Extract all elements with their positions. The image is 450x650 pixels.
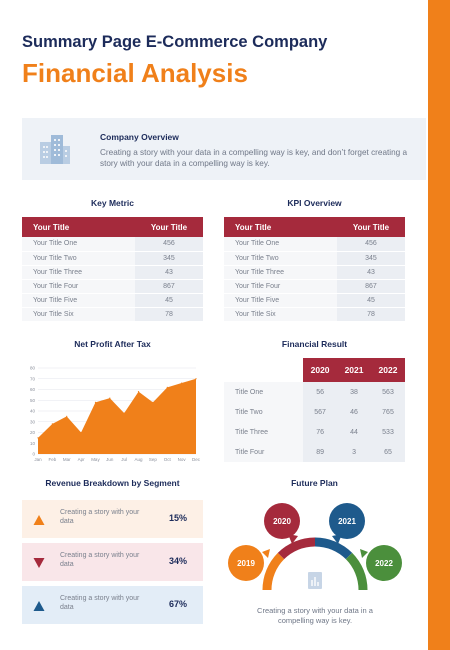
table-cell: 765 xyxy=(371,402,405,422)
table-cell: 567 xyxy=(303,402,337,422)
table-row xyxy=(22,293,203,307)
arc-segment xyxy=(349,556,363,590)
table-cell: 345 xyxy=(135,251,203,265)
table-cell: 345 xyxy=(337,251,405,265)
x-tick-label: Apr xyxy=(77,457,85,462)
financial-result-title: Financial Result xyxy=(281,339,348,349)
key-metric-title: Key Metric xyxy=(91,198,134,208)
x-tick-label: Sep xyxy=(148,457,157,462)
row-label: Title Two xyxy=(224,402,303,422)
triangle-up-icon xyxy=(33,514,45,526)
table-row xyxy=(22,307,203,321)
year-label: 2022 xyxy=(375,559,393,568)
x-tick-label: Nov xyxy=(177,457,186,462)
data-point xyxy=(109,398,110,399)
table-row xyxy=(224,251,405,265)
table-cell: 3 xyxy=(337,442,371,462)
table-row xyxy=(224,422,405,442)
segment-text: Creating a story with your data xyxy=(60,552,140,568)
table-row xyxy=(224,265,405,279)
year-bubble-2019 xyxy=(228,545,270,581)
table-cell: 43 xyxy=(337,265,405,279)
kpi-overview-title: KPI Overview xyxy=(287,198,342,208)
table-header: Your Title xyxy=(224,217,337,237)
table-cell: 76 xyxy=(303,422,337,442)
segment-item xyxy=(22,543,203,581)
data-point xyxy=(80,432,81,433)
y-tick-label: 80 xyxy=(29,365,35,371)
year-header: 2022 xyxy=(371,358,405,382)
year-bubble-2022 xyxy=(360,545,402,581)
x-tick-label: Mar xyxy=(62,457,71,462)
year-label: 2019 xyxy=(237,559,255,568)
table-row xyxy=(22,237,203,251)
segment-item xyxy=(22,500,203,538)
future-plan-graphic xyxy=(222,494,408,600)
year-bubble-2020 xyxy=(264,503,300,544)
table-cell: 45 xyxy=(135,293,203,307)
arc-segment xyxy=(267,556,281,590)
table-cell: 45 xyxy=(337,293,405,307)
net-profit-chart xyxy=(22,358,203,466)
segment-text: Creating a story with your data xyxy=(60,509,140,525)
row-label: Title One xyxy=(224,382,303,402)
year-label: 2020 xyxy=(273,517,291,526)
table-cell: Your Title Two xyxy=(22,251,135,265)
table-cell: Your Title One xyxy=(22,237,135,251)
table-row xyxy=(224,402,405,422)
data-point xyxy=(181,382,182,383)
key-metric-table xyxy=(22,217,203,322)
x-tick-label: Dec xyxy=(191,457,201,462)
x-tick-label: Jul xyxy=(121,457,128,462)
table-cell: 533 xyxy=(371,422,405,442)
net-profit-chart-svg xyxy=(22,358,203,466)
data-point xyxy=(167,387,168,388)
y-tick-label: 40 xyxy=(29,408,35,414)
y-tick-label: 30 xyxy=(29,419,35,425)
table-cell: Your Title Four xyxy=(224,279,337,293)
row-label: Title Three xyxy=(224,422,303,442)
y-tick-label: 20 xyxy=(29,430,35,435)
table-cell: 867 xyxy=(135,279,203,293)
year-label: 2021 xyxy=(338,517,356,526)
x-tick-label: Jan xyxy=(34,457,42,462)
building-icon xyxy=(38,132,72,166)
segment-value: 34% xyxy=(168,556,187,566)
segment-item xyxy=(22,586,203,624)
table-cell: 563 xyxy=(371,382,405,402)
table-cell: 38 xyxy=(337,382,371,402)
table-row xyxy=(22,251,203,265)
x-tick-label: Aug xyxy=(134,457,143,462)
table-cell: 78 xyxy=(337,307,405,321)
data-point xyxy=(195,378,196,379)
overview-text: Creating a story with your data in a compelling way is key, and don’t forget creating a story with your data in a compelling way is key. xyxy=(100,148,408,168)
table-cell: 456 xyxy=(135,237,203,251)
y-tick-label: 60 xyxy=(29,387,35,392)
data-point xyxy=(95,402,96,403)
table-row xyxy=(224,279,405,293)
arc-segment xyxy=(315,542,349,556)
triangle-down-icon xyxy=(33,557,45,569)
area-series xyxy=(38,379,196,454)
table-cell: Your Title Six xyxy=(224,307,337,321)
revenue-title: Revenue Breakdown by Segment xyxy=(45,478,180,488)
table-cell: 56 xyxy=(303,382,337,402)
x-tick-label: Oct xyxy=(163,457,171,462)
x-tick-label: May xyxy=(91,457,100,462)
table-cell: Your Title Two xyxy=(224,251,337,265)
arc-segment xyxy=(281,542,315,556)
table-row xyxy=(224,307,405,321)
row-label: Title Four xyxy=(224,442,303,462)
data-point xyxy=(124,413,125,414)
table-row xyxy=(224,382,405,402)
table-cell: 65 xyxy=(371,442,405,462)
table-cell: Your Title Five xyxy=(224,293,337,307)
data-point xyxy=(37,437,38,438)
table-cell: 78 xyxy=(135,307,203,321)
data-point xyxy=(152,402,153,403)
table-cell: Your Title Four xyxy=(22,279,135,293)
overview-title: Company Overview xyxy=(100,132,179,142)
y-tick-label: 0 xyxy=(32,451,35,457)
document-chart-icon xyxy=(308,572,322,589)
table-cell: 44 xyxy=(337,422,371,442)
table-cell: 456 xyxy=(337,237,405,251)
page-title: Summary Page E-Commerce Company xyxy=(22,33,328,51)
y-tick-label: 50 xyxy=(29,397,35,403)
table-row xyxy=(22,279,203,293)
year-header: 2021 xyxy=(337,358,371,382)
table-header: Your Title xyxy=(337,217,405,237)
x-tick-label: Feb xyxy=(48,457,57,462)
segment-value: 67% xyxy=(168,599,187,609)
segment-text: Creating a story with your data xyxy=(60,595,140,611)
accent-side-bar xyxy=(428,0,450,650)
table-cell: Your Title Six xyxy=(22,307,135,321)
table-row xyxy=(224,293,405,307)
financial-result-table xyxy=(224,358,405,462)
table-cell: Your Title One xyxy=(224,237,337,251)
triangle-up-icon xyxy=(33,600,45,612)
kpi-overview-table xyxy=(224,217,405,322)
table-header: Your Title xyxy=(22,217,135,237)
data-point xyxy=(52,423,53,424)
year-header: 2020 xyxy=(303,358,337,382)
company-overview-panel xyxy=(22,118,426,180)
year-bubble-2021 xyxy=(329,503,365,544)
table-header-blank xyxy=(224,358,303,382)
page-subtitle: Financial Analysis xyxy=(22,58,248,88)
x-tick-label: Jun xyxy=(106,457,114,462)
data-point xyxy=(138,391,139,392)
chart-title: Net Profit After Tax xyxy=(74,339,151,349)
table-cell: 867 xyxy=(337,279,405,293)
future-plan-caption: Creating a story with your data in a compelling way is key. xyxy=(257,606,373,625)
table-cell: 46 xyxy=(337,402,371,422)
table-cell: 89 xyxy=(303,442,337,462)
table-cell: Your Title Three xyxy=(224,265,337,279)
segment-value: 15% xyxy=(168,513,187,523)
y-tick-label: 70 xyxy=(29,376,35,382)
table-row xyxy=(224,237,405,251)
table-cell: 43 xyxy=(135,265,203,279)
y-tick-label: 10 xyxy=(29,440,35,446)
table-header: Your Title xyxy=(135,217,203,237)
table-cell: Your Title Five xyxy=(22,293,135,307)
data-point xyxy=(66,416,67,417)
table-row xyxy=(224,442,405,462)
future-plan-title: Future Plan xyxy=(291,478,338,488)
table-row xyxy=(22,265,203,279)
table-cell: Your Title Three xyxy=(22,265,135,279)
